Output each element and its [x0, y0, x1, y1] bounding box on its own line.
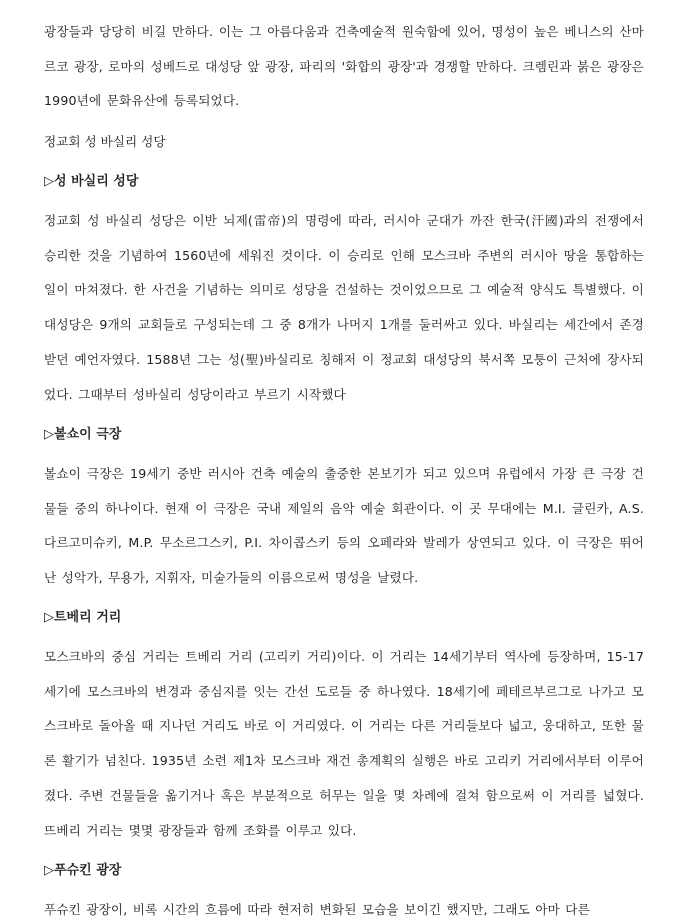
paragraph-bolshoi-theatre: 볼쇼이 극장은 19세기 중반 러시아 건축 예술의 출중한 본보기가 되고 있으며 유럽에서 가장 큰 극장 건물들 중의 하나이다. 현재 이 극장은 국내 제일의 음악 예술 회관이다. 이 곳 무대에는 M.I. 글린카, A.S. 다르고미슈키, M.P. 무소르그스키, P.I. 차이콥스키 등의 오페라와 발레가 상연되고 있다. 이 극장은 뛰어난 성악가, 무용가, 지휘자, 미술가들의 이름으로써 명성을 날렸다.	[44, 466, 644, 586]
paragraph-st-basil: 정교회 성 바실리 성당은 이반 뇌제(雷帝)의 명령에 따라, 러시아 군대가 까잔 한국(汗國)과의 전쟁에서 승리한 것을 기념하여 1560년에 세워진 것이다. 이 승리로 인해 모스크바 주변의 러시아 땅을 통합하는 일이 마쳐졌다. 한 사건을 기념하는 의미로 성당을 건설하는 것이었으므로 그 예술적 양식도 특별했다. 이 대성당은 9개의 교회들로 구성되는데 그 중 8개가 나머지 1개를 둘러싸고 있다. 바실리는 세간에서 존경받던 예언자였다. 1588년 그는 성(聖)바실리로 칭해저 이 정교회 대성당의 북서쪽 모퉁이 근처에 장사되었다. 그때부터 성바실리 성당이라고 부르기 시작했다	[44, 213, 644, 402]
paragraph-tverskaya-street: 모스크바의 중심 거리는 트베리 거리 (고리키 거리)이다. 이 거리는 14세기부터 역사에 등장하며, 15-17세기에 모스크바의 변경과 중심지를 잇는 간선 도로들 중 하나였다. 18세기에 페테르부르그로 나가고 모스크바로 돌아올 때 지나던 거리도 바로 이 거리였다. 이 거리는 다른 거리들보다 넓고, 웅대하고, 또한 물론 활기가 넘친다. 1935년 소련 제1차 모스크바 재건 총계획의 실행은 바로 고리키 거리에서부터 이루어졌다. 주변 건물들을 옮기거나 혹은 부분적으로 허무는 일을 몇 차례에 걸쳐 함으로써 이 거리를 넓혔다. 뜨베리 거리는 몇몇 광장들과 함께 조화를 이루고 있다.	[44, 649, 644, 838]
paragraph-red-square-comparison: 광장들과 당당히 비길 만하다. 이는 그 아름다움과 건축예술적 원숙함에 있어, 명성이 높은 베니스의 산마르코 광장, 로마의 성베드로 대성당 앞 광장, 파리의 '화합의 광장'과 경쟁할 만하다. 크렘린과 붉은 광장은 1990년에 문화유산에 등록되었다.	[44, 24, 644, 109]
paragraph-church-label: 정교회 성 바실리 성당	[44, 134, 166, 149]
heading-st-basil: ▷성 바실리 성당	[44, 174, 139, 189]
heading-bolshoi-theatre: ▷볼쇼이 극장	[44, 427, 122, 442]
heading-tverskaya-street: ▷트베리 거리	[44, 610, 122, 625]
heading-pushkin-square: ▷푸슈킨 광장	[44, 863, 122, 878]
paragraph-pushkin-square: 푸슈킨 광장이, 비록 시간의 흐름에 따라 현저히 변화된 모습을 보이긴 했지만, 그래도 아마 다른	[44, 902, 590, 917]
